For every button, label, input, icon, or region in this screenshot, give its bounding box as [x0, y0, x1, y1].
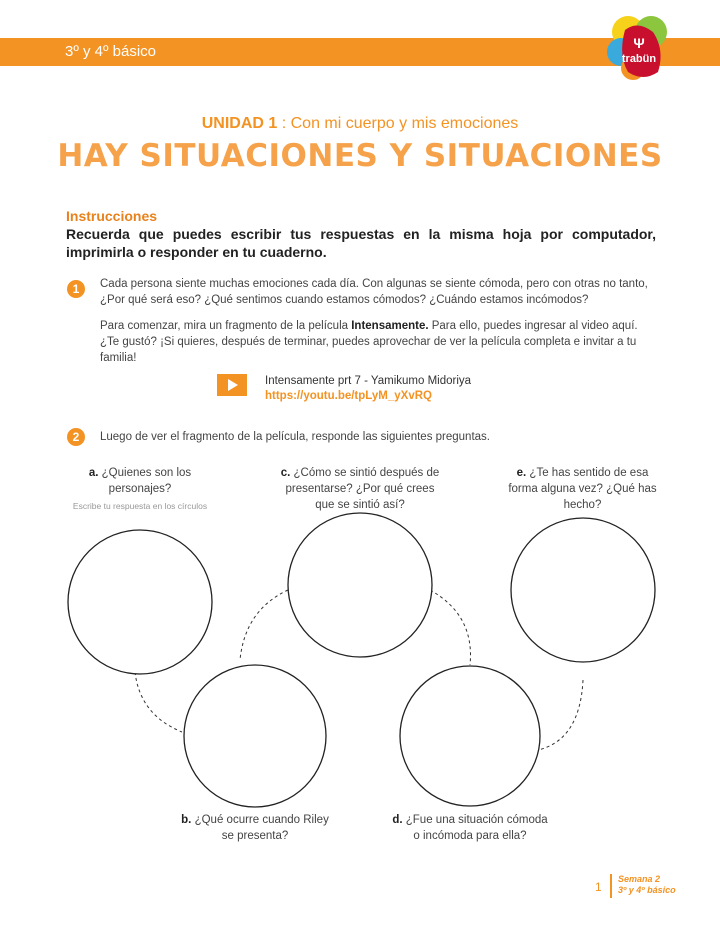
question-e: [505, 465, 660, 513]
step-2-badge: 2: [67, 428, 85, 446]
question-c-text: ¿Cómo se sintió después de presentarse? ¿Por qué crees que se sintió así?: [285, 467, 440, 511]
question-d-letter: d.: [392, 814, 403, 826]
answer-circle-b[interactable]: [184, 665, 326, 807]
connector-c-b: [240, 590, 288, 660]
unit-subtitle: : Con mi cuerpo y mis emociones: [281, 115, 519, 132]
movie-title: Intensamente.: [351, 320, 429, 332]
connector-d-e: [538, 680, 583, 750]
question-d: [390, 812, 550, 844]
question-d-text: ¿Fue una situación cómoda o incómoda para ella?: [402, 814, 548, 842]
video-url-link[interactable]: https://youtu.be/tpLyM_yXvRQ: [265, 390, 432, 402]
instructions-heading: Instrucciones: [66, 208, 158, 224]
question-a-text: ¿Quienes son los personajes?: [98, 467, 192, 495]
question-b-letter: b.: [181, 814, 192, 826]
question-e-letter: e.: [516, 467, 527, 479]
footer-week: Semana 2: [618, 874, 661, 884]
svg-text:Ψ: Ψ: [633, 35, 645, 51]
unit-label: UNIDAD 1: [201, 115, 278, 132]
answer-circle-d[interactable]: [400, 666, 540, 806]
step-2-text: Luego de ver el fragmento de la película, responde las siguientes preguntas.: [100, 431, 490, 443]
instructions-text: Recuerda que puedes escribir tus respuestas en la misma hoja por computador, imprimirla o responder en tu cuaderno.: [66, 226, 656, 260]
question-a-letter: a.: [88, 467, 99, 479]
question-b-text: ¿Qué ocurre cuando Riley se presenta?: [191, 814, 329, 842]
grade-label: 3º y 4º básico: [65, 43, 157, 60]
svg-text:trabün: trabün: [621, 53, 657, 65]
connector-a-b: [135, 672, 182, 732]
answer-circle-c[interactable]: [288, 513, 432, 657]
p2-text-end: Para ello, puedes ingresar al video aquí. ¿Te gustó? ¡Si quieres, después de terminar, puedes aprovechar de ver la película completa e invitar a tu familia!: [100, 320, 638, 364]
question-a: [70, 465, 210, 513]
question-e-text: ¿Te has sentido de esa forma alguna vez? ¿Qué has hecho?: [508, 467, 657, 511]
question-c: [275, 465, 445, 513]
question-c-letter: c.: [280, 467, 291, 479]
page-number: 1: [595, 880, 602, 894]
step-1-badge: 1: [67, 280, 85, 298]
question-b: [180, 812, 330, 844]
answer-circle-e[interactable]: [511, 518, 655, 662]
step-1-text: Cada persona siente muchas emociones cada día. Con algunas se siente cómoda, pero con otras no tanto, ¿Por qué será eso? ¿Qué sentimos cuando estamos cómodos? ¿Cuándo estamos incómodos?: [100, 278, 648, 306]
page-title: HAY SITUACIONES Y SITUACIONES: [57, 138, 663, 174]
video-title: Intensamente prt 7 - Yamikumo Midoriya: [265, 375, 472, 387]
connector-c-d: [430, 590, 471, 665]
answer-hint: Escribe tu respuesta en los círculos: [72, 501, 208, 511]
answer-circle-a[interactable]: [68, 530, 212, 674]
footer-grade: 3º y 4º básico: [618, 885, 676, 895]
p2-text: Para comenzar, mira un fragmento de la película: [100, 320, 352, 332]
